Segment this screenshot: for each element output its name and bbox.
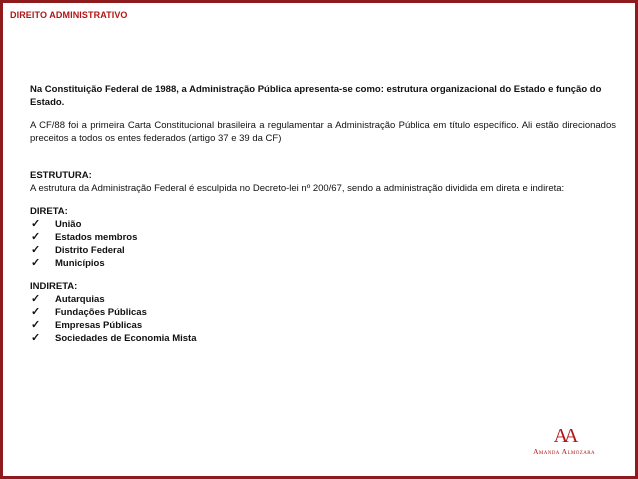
list-item <box>30 293 616 306</box>
list-item-label: Sociedades de Economia Mista <box>55 333 197 344</box>
check-icon: ✓ <box>31 319 41 331</box>
check-icon: ✓ <box>31 257 41 269</box>
intro-paragraph-1: Na Constituição Federal de 1988, a Administração Pública apresenta-se como: estrutura organizacional do Estado e função do Estado. <box>30 84 602 108</box>
logo <box>533 426 595 456</box>
list-item-label: Estados membros <box>55 232 138 243</box>
check-icon: ✓ <box>31 218 41 230</box>
direta-title: DIRETA: <box>30 206 68 217</box>
list-item-label: Fundações Públicas <box>55 307 147 318</box>
list-item <box>30 231 616 244</box>
list-item <box>30 332 616 345</box>
header-title: DIREITO ADMINISTRATIVO <box>10 10 128 20</box>
logo-text: Amanda Almozara <box>533 447 595 456</box>
check-icon: ✓ <box>31 306 41 318</box>
intro-paragraph-2: A CF/88 foi a primeira Carta Constitucional brasileira a regulamentar a Administração Pública em título específico. Ali estão direcionados preceitos a todos os entes federados (artigo 37 e 39 da CF) <box>30 120 616 144</box>
list-item-label: Distrito Federal <box>55 245 125 256</box>
check-icon: ✓ <box>31 332 41 344</box>
list-item <box>30 306 616 319</box>
list-item-label: Empresas Públicas <box>55 320 143 331</box>
check-icon: ✓ <box>31 231 41 243</box>
indireta-title: INDIRETA: <box>30 281 78 292</box>
content <box>30 83 616 355</box>
check-icon: ✓ <box>31 244 41 256</box>
list-item-label: União <box>55 219 82 230</box>
indireta-list <box>30 293 616 345</box>
estrutura-title: ESTRUTURA: <box>30 170 92 181</box>
list-item <box>30 244 616 257</box>
estrutura-text: A estrutura da Administração Federal é esculpida no Decreto-lei nº 200/67, sendo a administração dividida em direta e indireta: <box>30 183 565 194</box>
list-item <box>30 257 616 270</box>
list-item-label: Autarquias <box>55 294 105 305</box>
logo-mark: AA <box>553 425 575 447</box>
list-item-label: Municípios <box>55 258 105 269</box>
direta-list <box>30 218 616 270</box>
list-item <box>30 319 616 332</box>
list-item <box>30 218 616 231</box>
check-icon: ✓ <box>31 293 41 305</box>
